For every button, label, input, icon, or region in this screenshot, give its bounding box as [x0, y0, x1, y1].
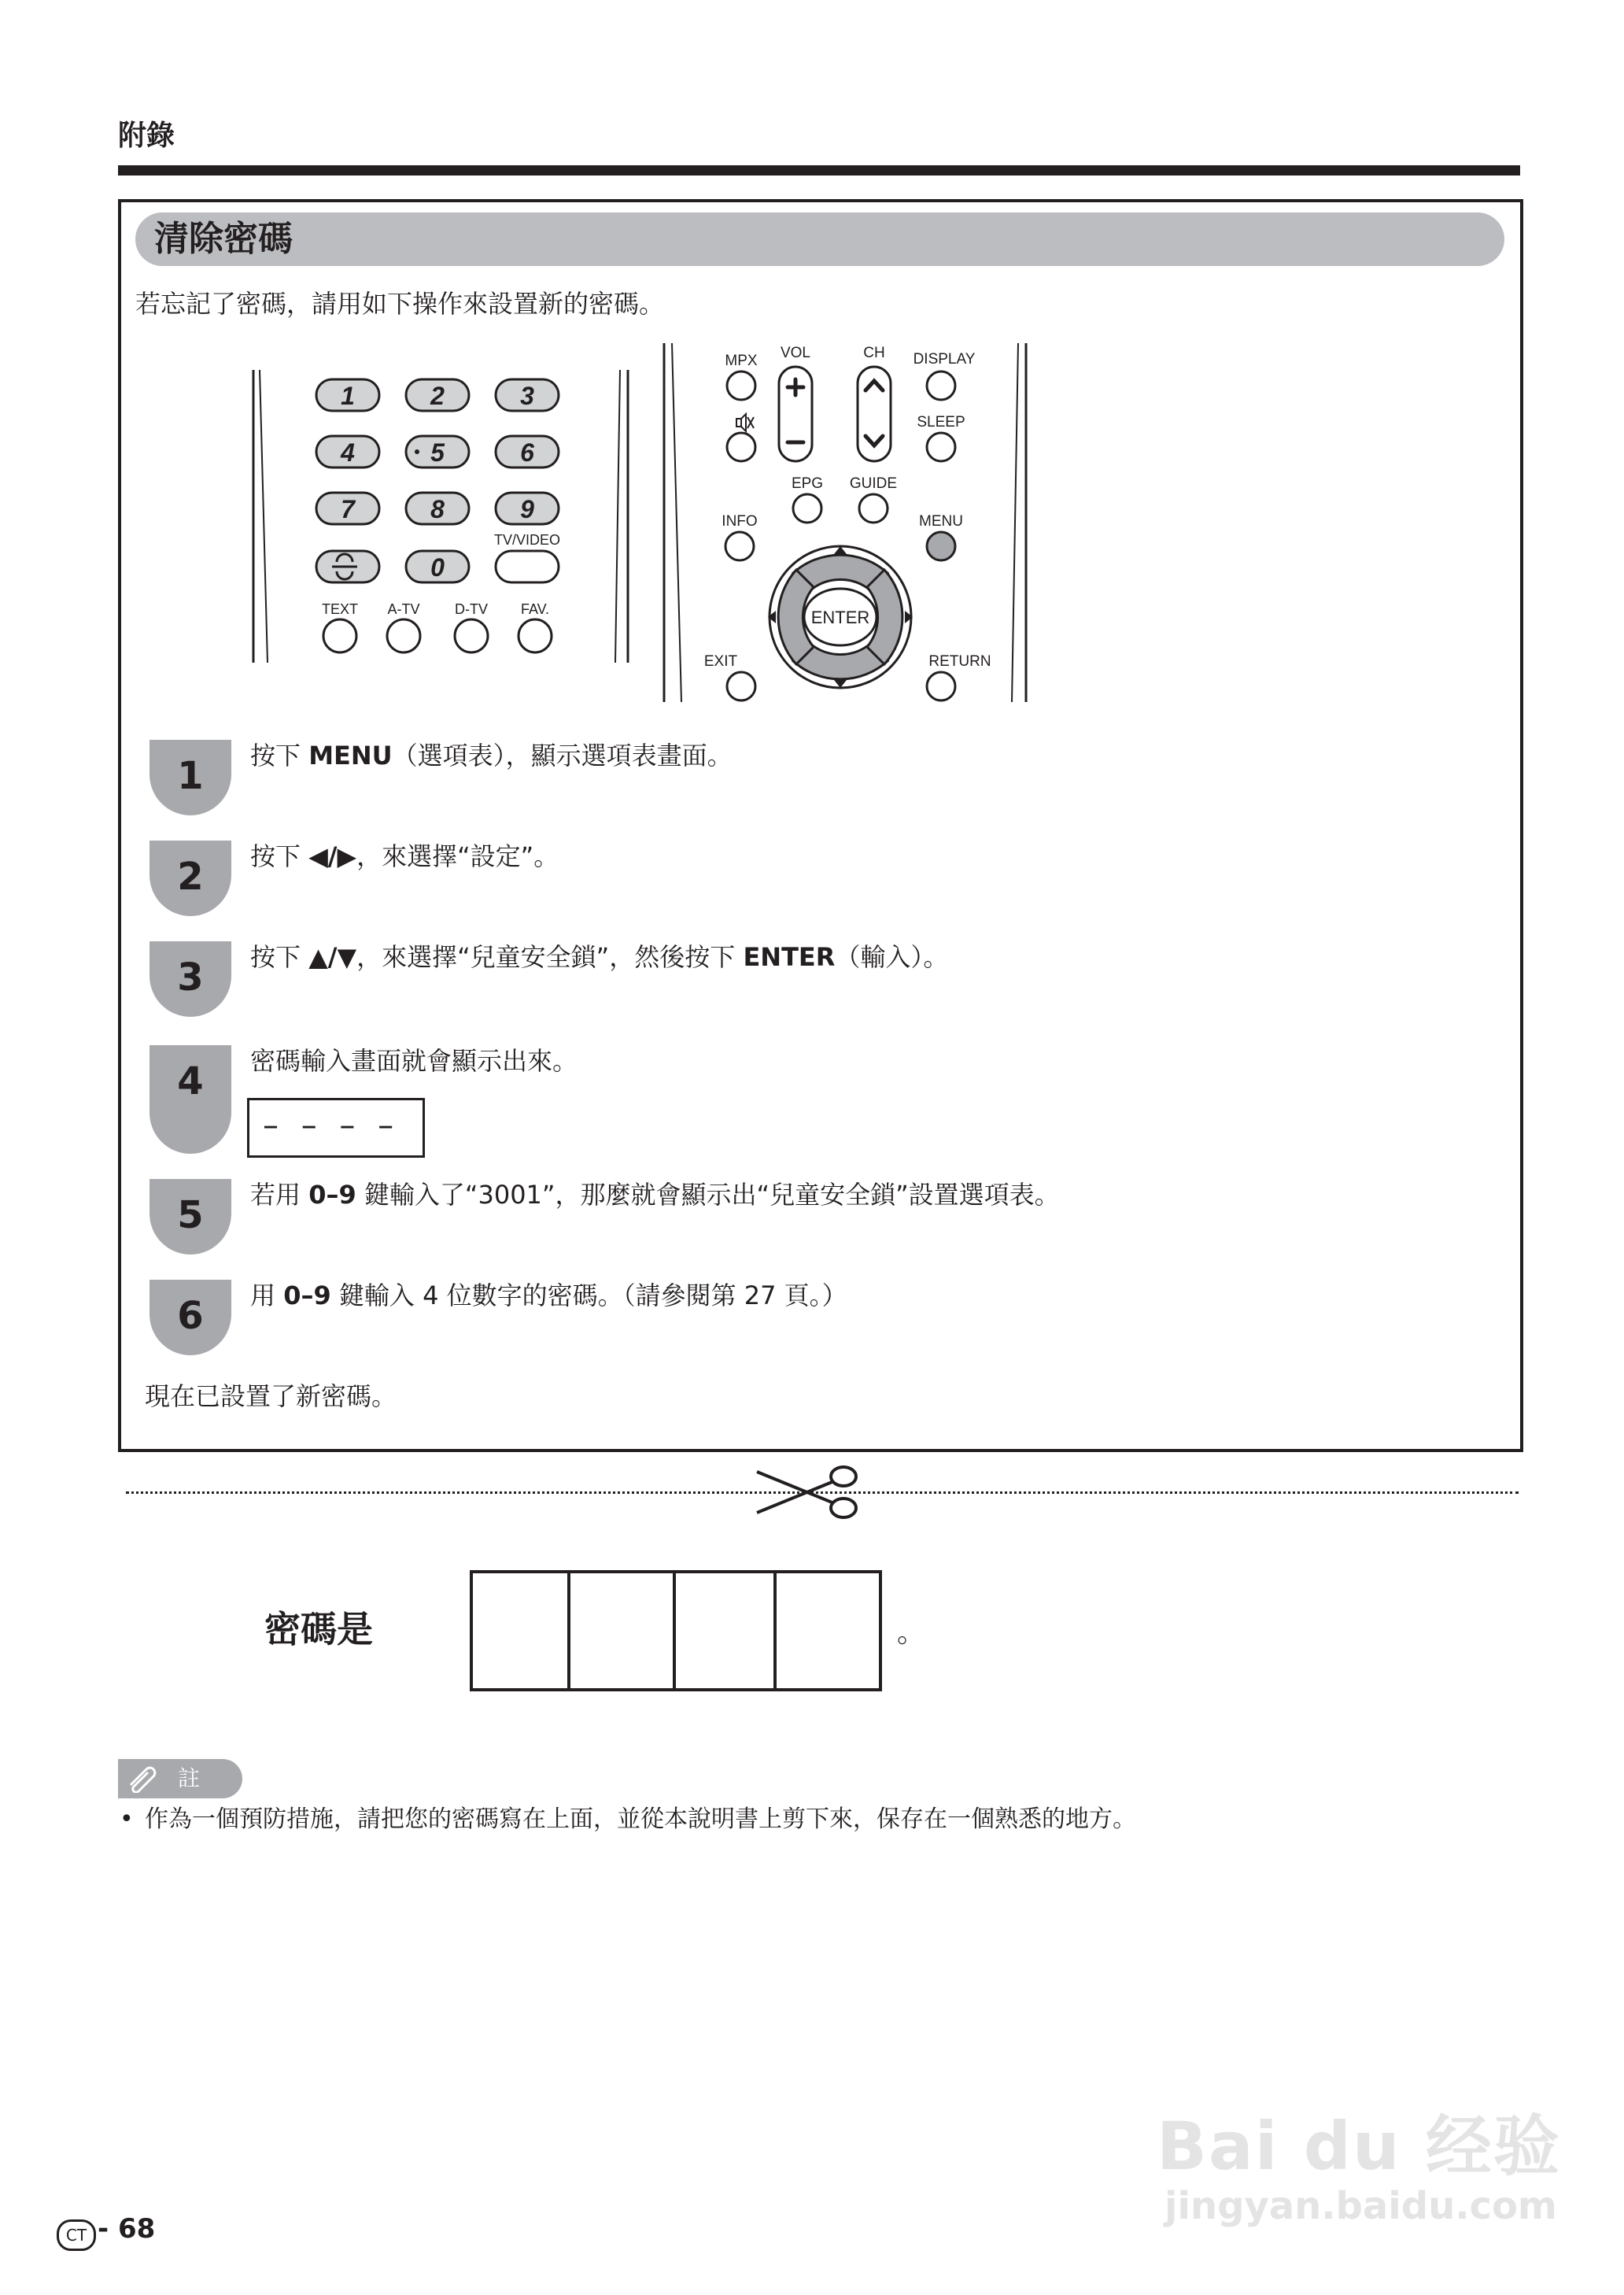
step-3-number: 3 [177, 955, 204, 1000]
password-label: 密碼是 [264, 1608, 373, 1650]
language-badge: CT [57, 2219, 96, 2251]
section-label: 附錄 [118, 120, 175, 152]
paperclip-icon [126, 1765, 162, 1793]
conclusion-text: 現在已設置了新密碼。 [145, 1381, 397, 1411]
sleep-label: SLEEP [917, 414, 965, 431]
key-0: 0 [430, 553, 445, 582]
step-6-number: 6 [177, 1294, 204, 1338]
watermark-logo: Bai du 经验 [1157, 2108, 1561, 2185]
key-7: 7 [341, 495, 355, 523]
atv-label: A-TV [387, 601, 420, 617]
key-8: 8 [430, 495, 445, 523]
step-5-text: 若用 0–9 鍵輸入了“3001”，那麼就會顯示出“兒童安全鎖”設置選項表。 [250, 1180, 1060, 1210]
password-dashes: – – – – [263, 1107, 400, 1144]
password-end-mark: 。 [897, 1617, 926, 1649]
step-2-text: 按下 ◀/▶，來選擇“設定”。 [250, 841, 559, 871]
watermark-url: jingyan.baidu.com [1164, 2184, 1557, 2228]
page-title: 清除密碼 [154, 219, 293, 259]
enter-label: ENTER [810, 608, 870, 627]
password-write-boxes [468, 1569, 888, 1698]
top-rule [118, 165, 1520, 176]
note-text: 作為一個預防措施，請把您的密碼寫在上面，並從本說明書上剪下來，保存在一個熟悉的地方。 [145, 1805, 1136, 1833]
key-6: 6 [520, 438, 534, 467]
key-3: 3 [520, 382, 534, 410]
step-5-number: 5 [177, 1193, 204, 1237]
step-6-text: 用 0–9 鍵輸入 4 位數字的密碼。（請參閱第 27 頁。） [250, 1281, 847, 1310]
text-label: TEXT [321, 601, 359, 617]
tv-video-label: TV/VIDEO [493, 532, 561, 548]
vol-label: VOL [780, 345, 811, 361]
menu-label: MENU [919, 513, 963, 530]
ch-label: CH [863, 345, 885, 361]
note-label: 註 [178, 1765, 201, 1791]
exit-label: EXIT [703, 653, 738, 670]
mute-icon [736, 414, 754, 431]
key-4: 4 [341, 438, 355, 467]
key-5: 5 [430, 438, 445, 467]
title-banner [135, 213, 1504, 266]
remote-navigation-illustration [661, 340, 1031, 710]
display-label: DISPLAY [913, 351, 976, 368]
mpx-label: MPX [725, 353, 758, 369]
key-9: 9 [520, 495, 534, 523]
key-2: 2 [430, 382, 445, 410]
step-4-text: 密碼輸入畫面就會顯示出來。 [250, 1046, 578, 1076]
key-1: 1 [341, 382, 355, 410]
remote-number-keys-illustration [244, 364, 637, 671]
step-4-number: 4 [177, 1059, 204, 1103]
step-3-text: 按下 ▲/▼，來選擇“兒童安全鎖”，然後按下 ENTER（輸入）。 [250, 942, 949, 972]
step-1-text: 按下 MENU（選項表），顯示選項表畫面。 [250, 741, 733, 771]
info-label: INFO [722, 513, 758, 530]
dtv-label: D-TV [455, 601, 488, 617]
return-label: RETURN [928, 653, 991, 670]
intro-text: 若忘記了密碼，請用如下操作來設置新的密碼。 [135, 289, 665, 319]
step-1-number: 1 [177, 754, 204, 798]
note-bullet: • [120, 1805, 134, 1833]
page-number: - 68 [98, 2213, 156, 2245]
step-2-number: 2 [177, 855, 204, 899]
epg-label: EPG [791, 475, 824, 492]
guide-label: GUIDE [849, 475, 898, 492]
fav-label: FAV. [520, 601, 550, 617]
scissors-icon [755, 1461, 866, 1524]
